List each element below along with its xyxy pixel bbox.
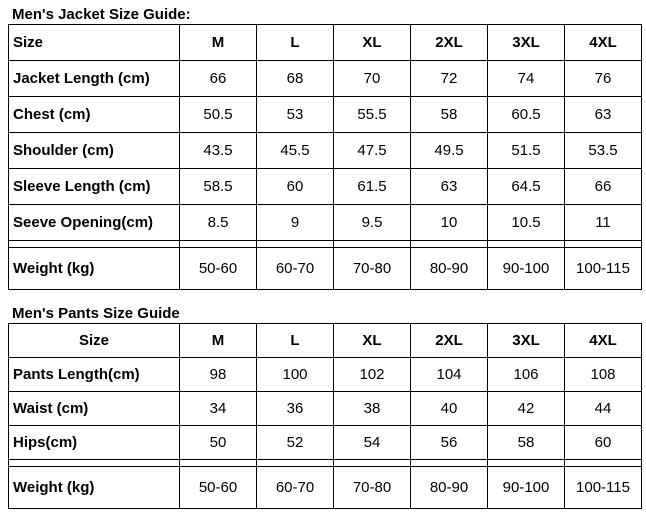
spacer-cell bbox=[565, 460, 642, 467]
spacer-cell bbox=[257, 241, 334, 248]
size-header-cell: XL bbox=[334, 25, 411, 61]
measurement-value: 49.5 bbox=[411, 133, 488, 169]
measurement-value: 60.5 bbox=[488, 97, 565, 133]
weight-value: 50-60 bbox=[180, 248, 257, 290]
measurement-value: 70 bbox=[334, 61, 411, 97]
measurement-value: 54 bbox=[334, 426, 411, 460]
weight-value: 50-60 bbox=[180, 467, 257, 509]
measurement-value: 63 bbox=[411, 169, 488, 205]
measurement-value: 9.5 bbox=[334, 205, 411, 241]
table-row bbox=[9, 61, 642, 97]
jacket-size-table bbox=[8, 24, 642, 290]
spacer-cell bbox=[334, 241, 411, 248]
spacer-cell bbox=[257, 460, 334, 467]
weight-row bbox=[9, 248, 642, 290]
table-row bbox=[9, 205, 642, 241]
measurement-value: 72 bbox=[411, 61, 488, 97]
weight-value: 100-115 bbox=[565, 467, 642, 509]
table-row bbox=[9, 392, 642, 426]
spacer-cell bbox=[334, 460, 411, 467]
measurement-label: Pants Length(cm) bbox=[9, 358, 180, 392]
measurement-value: 53 bbox=[257, 97, 334, 133]
size-header-cell: 4XL bbox=[565, 324, 642, 358]
size-header-cell: L bbox=[257, 324, 334, 358]
weight-value: 80-90 bbox=[411, 467, 488, 509]
measurement-value: 98 bbox=[180, 358, 257, 392]
measurement-value: 44 bbox=[565, 392, 642, 426]
measurement-value: 64.5 bbox=[488, 169, 565, 205]
measurement-label: Jacket Length (cm) bbox=[9, 61, 180, 97]
jacket-size-guide-title: Men's Jacket Size Guide: bbox=[12, 6, 191, 23]
measurement-value: 74 bbox=[488, 61, 565, 97]
size-header-cell: 3XL bbox=[488, 324, 565, 358]
size-header-cell: 2XL bbox=[411, 25, 488, 61]
spacer-cell bbox=[9, 460, 180, 467]
spacer-cell bbox=[411, 241, 488, 248]
measurement-value: 50.5 bbox=[180, 97, 257, 133]
measurement-label: Chest (cm) bbox=[9, 97, 180, 133]
measurement-value: 102 bbox=[334, 358, 411, 392]
weight-label: Weight (kg) bbox=[9, 248, 180, 290]
measurement-value: 66 bbox=[565, 169, 642, 205]
measurement-value: 60 bbox=[257, 169, 334, 205]
measurement-label: Shoulder (cm) bbox=[9, 133, 180, 169]
weight-value: 60-70 bbox=[257, 248, 334, 290]
table-row bbox=[9, 133, 642, 169]
measurement-value: 108 bbox=[565, 358, 642, 392]
measurement-value: 38 bbox=[334, 392, 411, 426]
size-header-cell: 3XL bbox=[488, 25, 565, 61]
spacer-cell bbox=[9, 241, 180, 248]
measurement-value: 100 bbox=[257, 358, 334, 392]
weight-value: 100-115 bbox=[565, 248, 642, 290]
measurement-value: 63 bbox=[565, 97, 642, 133]
measurement-value: 42 bbox=[488, 392, 565, 426]
measurement-value: 40 bbox=[411, 392, 488, 426]
weight-label: Weight (kg) bbox=[9, 467, 180, 509]
measurement-value: 106 bbox=[488, 358, 565, 392]
spacer-cell bbox=[180, 241, 257, 248]
measurement-label: Hips(cm) bbox=[9, 426, 180, 460]
weight-value: 70-80 bbox=[334, 248, 411, 290]
weight-value: 70-80 bbox=[334, 467, 411, 509]
table-header-row bbox=[9, 25, 642, 61]
size-header-cell: XL bbox=[334, 324, 411, 358]
measurement-value: 61.5 bbox=[334, 169, 411, 205]
measurement-value: 52 bbox=[257, 426, 334, 460]
measurement-value: 56 bbox=[411, 426, 488, 460]
size-header-cell: M bbox=[180, 25, 257, 61]
measurement-value: 51.5 bbox=[488, 133, 565, 169]
measurement-label: Waist (cm) bbox=[9, 392, 180, 426]
table-row bbox=[9, 97, 642, 133]
size-header-cell: M bbox=[180, 324, 257, 358]
measurement-value: 53.5 bbox=[565, 133, 642, 169]
measurement-value: 50 bbox=[180, 426, 257, 460]
measurement-value: 9 bbox=[257, 205, 334, 241]
measurement-value: 8.5 bbox=[180, 205, 257, 241]
table-row bbox=[9, 358, 642, 392]
measurement-value: 66 bbox=[180, 61, 257, 97]
table-row bbox=[9, 169, 642, 205]
weight-value: 90-100 bbox=[488, 467, 565, 509]
table-spacer-row bbox=[9, 241, 642, 248]
measurement-value: 10.5 bbox=[488, 205, 565, 241]
spacer-cell bbox=[488, 241, 565, 248]
size-header-label: Size bbox=[9, 25, 180, 61]
measurement-value: 104 bbox=[411, 358, 488, 392]
measurement-label: Sleeve Length (cm) bbox=[9, 169, 180, 205]
size-header-cell: L bbox=[257, 25, 334, 61]
table-header-row bbox=[9, 324, 642, 358]
measurement-value: 58.5 bbox=[180, 169, 257, 205]
measurement-value: 58 bbox=[411, 97, 488, 133]
spacer-cell bbox=[411, 460, 488, 467]
weight-row bbox=[9, 467, 642, 509]
spacer-cell bbox=[180, 460, 257, 467]
measurement-value: 11 bbox=[565, 205, 642, 241]
spacer-cell bbox=[565, 241, 642, 248]
measurement-value: 55.5 bbox=[334, 97, 411, 133]
measurement-label: Seeve Opening(cm) bbox=[9, 205, 180, 241]
measurement-value: 34 bbox=[180, 392, 257, 426]
measurement-value: 43.5 bbox=[180, 133, 257, 169]
size-header-label: Size bbox=[9, 324, 180, 358]
table-row bbox=[9, 426, 642, 460]
pants-size-guide-title: Men's Pants Size Guide bbox=[12, 305, 180, 322]
weight-value: 90-100 bbox=[488, 248, 565, 290]
measurement-value: 36 bbox=[257, 392, 334, 426]
measurement-value: 45.5 bbox=[257, 133, 334, 169]
weight-value: 60-70 bbox=[257, 467, 334, 509]
measurement-value: 76 bbox=[565, 61, 642, 97]
table-spacer-row bbox=[9, 460, 642, 467]
size-header-cell: 4XL bbox=[565, 25, 642, 61]
measurement-value: 47.5 bbox=[334, 133, 411, 169]
measurement-value: 60 bbox=[565, 426, 642, 460]
measurement-value: 68 bbox=[257, 61, 334, 97]
measurement-value: 58 bbox=[488, 426, 565, 460]
size-header-cell: 2XL bbox=[411, 324, 488, 358]
spacer-cell bbox=[488, 460, 565, 467]
weight-value: 80-90 bbox=[411, 248, 488, 290]
pants-size-table bbox=[8, 323, 642, 509]
measurement-value: 10 bbox=[411, 205, 488, 241]
